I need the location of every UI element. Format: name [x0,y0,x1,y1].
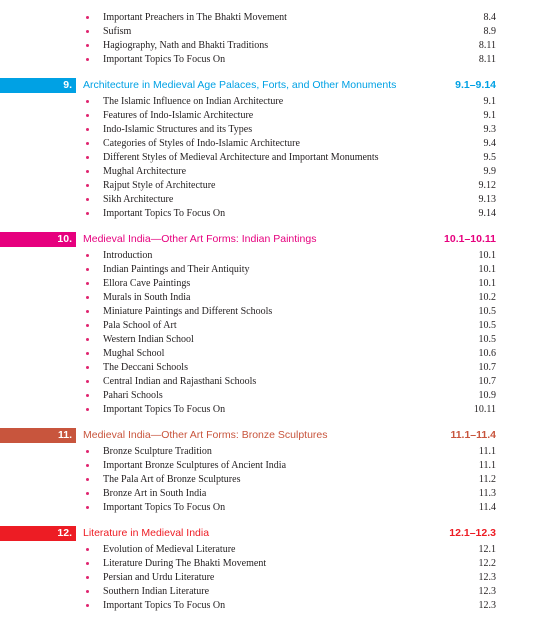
entry-label: Introduction [103,250,153,261]
bullet-icon [86,338,89,341]
entry-label: Bronze Sculpture Tradition [103,446,212,457]
entry-page-number: 9.9 [483,166,496,177]
chapter-number: 11. [57,429,72,441]
entry-label: Miniature Paintings and Different Schools [103,306,273,317]
bullet-icon [86,198,89,201]
entry-page-number: 11.2 [478,474,496,485]
entry-page-number: 12.3 [478,586,496,597]
entry-page-number: 12.1 [478,544,496,555]
bullet-icon [86,590,89,593]
entry-label: Important Topics To Focus On [103,54,226,65]
entry-label: Western Indian School [103,334,194,345]
toc-entry[interactable] [0,11,545,25]
entry-label: Ellora Cave Paintings [103,278,191,289]
entry-page-number: 8.4 [483,12,496,23]
toc-entry[interactable] [0,249,545,263]
bullet-icon [86,310,89,313]
chapter-heading[interactable] [0,428,545,444]
toc-entry[interactable] [0,123,545,137]
entry-page-number: 10.6 [478,348,496,359]
entry-label: Features of Indo-Islamic Architecture [103,110,254,121]
toc-entry[interactable] [0,375,545,389]
entry-page-number: 9.1 [483,96,496,107]
toc-entry[interactable] [0,263,545,277]
entry-page-number: 8.11 [478,40,496,51]
entry-label: Pahari Schools [103,390,163,401]
bullet-icon [86,156,89,159]
entry-page-number: 10.7 [478,362,496,373]
entry-label: Persian and Urdu Literature [103,572,215,583]
entry-page-number: 8.11 [478,54,496,65]
bullet-icon [86,352,89,355]
entry-label: Indian Paintings and Their Antiquity [103,264,250,275]
entry-page-number: 11.1 [478,460,496,471]
bullet-icon [86,478,89,481]
chapter-number: 12. [57,527,72,539]
bullet-icon [86,100,89,103]
entry-page-number: 9.1 [483,110,496,121]
toc-entry[interactable] [0,543,545,557]
bullet-icon [86,16,89,19]
chapter-title: Architecture in Medieval Age Palaces, Forts, and Other Monuments [83,79,397,91]
toc-entry[interactable] [0,599,545,613]
entry-page-number: 10.2 [478,292,496,303]
entry-page-number: 10.1 [478,278,496,289]
entry-label: Mughal Architecture [103,166,187,177]
entry-label: Important Topics To Focus On [103,404,226,415]
toc-entry[interactable] [0,193,545,207]
bullet-icon [86,296,89,299]
entry-label: Different Styles of Medieval Architecture and Important Monuments [103,152,379,163]
bullet-icon [86,268,89,271]
toc-entry[interactable] [0,137,545,151]
toc-entry[interactable] [0,501,545,515]
bullet-icon [86,506,89,509]
entry-label: Sufism [103,26,132,37]
bullet-icon [86,604,89,607]
toc-entry[interactable] [0,361,545,375]
entry-page-number: 12.2 [478,558,496,569]
toc-entry[interactable] [0,207,545,221]
toc-entry[interactable] [0,487,545,501]
bullet-icon [86,576,89,579]
toc-entry[interactable] [0,39,545,53]
bullet-icon [86,44,89,47]
toc-entry[interactable] [0,333,545,347]
bullet-icon [86,254,89,257]
toc-entry[interactable] [0,53,545,67]
bullet-icon [86,562,89,565]
toc-entry[interactable] [0,473,545,487]
toc-entry[interactable] [0,25,545,39]
chapter-page-range: 10.1–10.11 [444,233,496,245]
entry-label: Sikh Architecture [103,194,174,205]
entry-page-number: 9.4 [483,138,496,149]
entry-label: Central Indian and Rajasthani Schools [103,376,257,387]
toc-entry[interactable] [0,445,545,459]
entry-label: The Deccani Schools [103,362,188,373]
bullet-icon [86,184,89,187]
toc-entry[interactable] [0,319,545,333]
bullet-icon [86,380,89,383]
entry-page-number: 11.3 [478,488,496,499]
bullet-icon [86,464,89,467]
entry-label: Mughal School [103,348,165,359]
bullet-icon [86,394,89,397]
entry-page-number: 12.3 [478,600,496,611]
bullet-icon [86,408,89,411]
toc-entry[interactable] [0,389,545,403]
bullet-icon [86,170,89,173]
toc-entry[interactable] [0,585,545,599]
toc-entry[interactable] [0,557,545,571]
bullet-icon [86,282,89,285]
toc-entry[interactable] [0,305,545,319]
entry-label: Evolution of Medieval Literature [103,544,236,555]
bullet-icon [86,128,89,131]
chapter-title: Literature in Medieval India [83,527,210,539]
chapter-heading[interactable] [0,78,545,94]
chapter-number: 10. [57,233,72,245]
entry-page-number: 10.5 [478,334,496,345]
bullet-icon [86,548,89,551]
entry-label: The Pala Art of Bronze Sculptures [103,474,241,485]
toc-entry[interactable] [0,403,545,417]
entry-label: The Islamic Influence on Indian Architecture [103,96,284,107]
entry-page-number: 9.5 [483,152,496,163]
entry-label: Important Topics To Focus On [103,502,226,513]
toc-entry[interactable] [0,571,545,585]
toc-entry[interactable] [0,459,545,473]
entry-page-number: 10.1 [478,250,496,261]
bullet-icon [86,366,89,369]
bullet-icon [86,58,89,61]
entry-label: Important Preachers in The Bhakti Movement [103,12,287,23]
entry-page-number: 10.9 [478,390,496,401]
toc-entry[interactable] [0,165,545,179]
bullet-icon [86,212,89,215]
toc-entry[interactable] [0,291,545,305]
entry-page-number: 10.5 [478,306,496,317]
entry-label: Important Bronze Sculptures of Ancient India [103,460,287,471]
chapter-page-range: 12.1–12.3 [449,527,496,539]
chapter-number: 9. [63,79,72,91]
entry-label: Important Topics To Focus On [103,208,226,219]
entry-page-number: 8.9 [483,26,496,37]
entry-page-number: 10.7 [478,376,496,387]
entry-label: Literature During The Bhakti Movement [103,558,267,569]
entry-page-number: 11.1 [478,446,496,457]
chapter-title: Medieval India—Other Art Forms: Indian Paintings [83,233,317,245]
toc-entry[interactable] [0,109,545,123]
chapter-title: Medieval India—Other Art Forms: Bronze Sculptures [83,429,328,441]
entry-page-number: 10.11 [473,404,496,415]
entry-page-number: 9.3 [483,124,496,135]
toc-entry[interactable] [0,151,545,165]
entry-label: Southern Indian Literature [103,586,210,597]
entry-label: Hagiography, Nath and Bhakti Traditions [103,40,269,51]
entry-page-number: 11.4 [478,502,496,513]
entry-page-number: 9.12 [478,180,496,191]
entry-page-number: 10.5 [478,320,496,331]
entry-label: Pala School of Art [103,320,177,331]
entry-page-number: 10.1 [478,264,496,275]
bullet-icon [86,142,89,145]
chapter-page-range: 9.1–9.14 [455,79,496,91]
chapter-heading[interactable] [0,232,545,248]
toc-entry[interactable] [0,179,545,193]
entry-page-number: 12.3 [478,572,496,583]
entry-label: Murals in South India [103,292,191,303]
entry-label: Rajput Style of Architecture [103,180,216,191]
bullet-icon [86,30,89,33]
chapter-heading[interactable] [0,526,545,542]
entry-page-number: 9.13 [478,194,496,205]
bullet-icon [86,324,89,327]
chapter-page-range: 11.1–11.4 [450,429,496,441]
entry-label: Indo-Islamic Structures and its Types [103,124,253,135]
entry-label: Important Topics To Focus On [103,600,226,611]
toc-entry[interactable] [0,95,545,109]
bullet-icon [86,114,89,117]
toc-entry[interactable] [0,347,545,361]
entry-label: Categories of Styles of Indo-Islamic Architecture [103,138,300,149]
bullet-icon [86,450,89,453]
entry-page-number: 9.14 [478,208,496,219]
bullet-icon [86,492,89,495]
entry-label: Bronze Art in South India [103,488,207,499]
toc-entry[interactable] [0,277,545,291]
